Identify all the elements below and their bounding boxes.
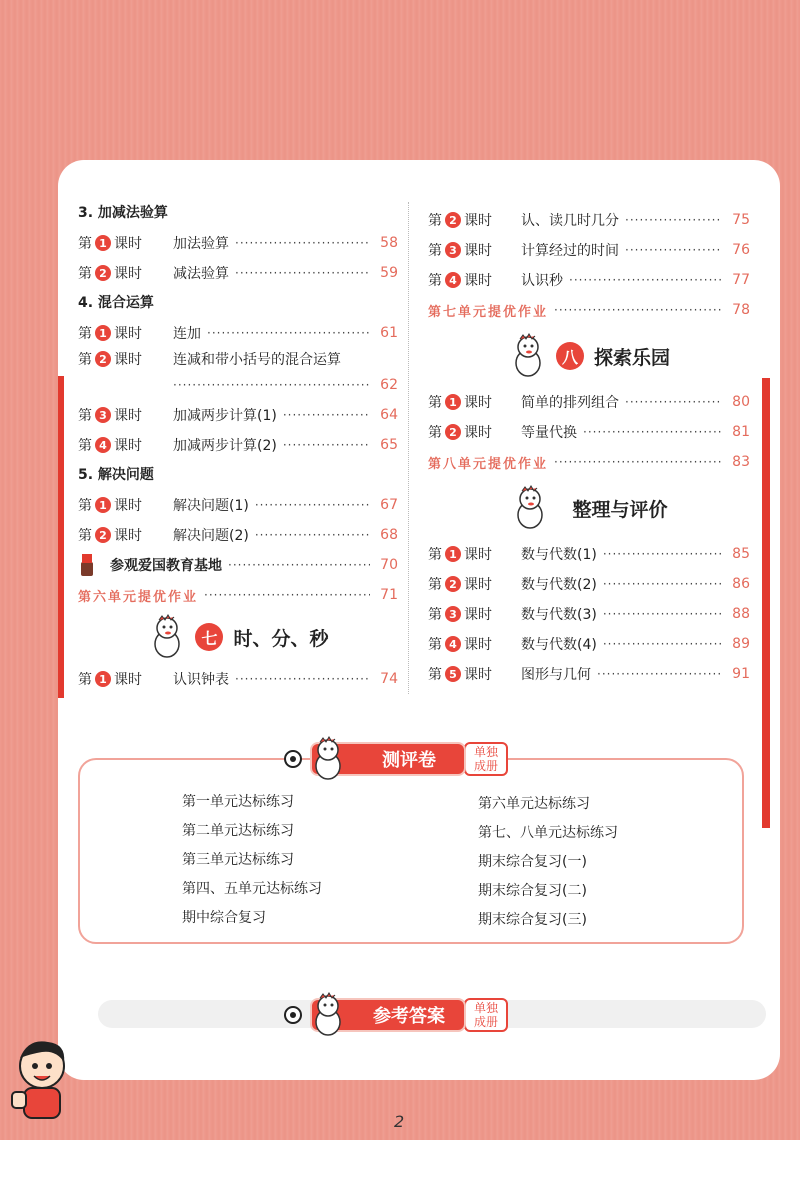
leader-dots: [255, 498, 370, 512]
leader-dots: [255, 528, 370, 542]
toc-entry[interactable]: 第 4 课时 加减两步计算(2) ····· 65: [78, 430, 398, 460]
entry-title: 加法验算: [173, 236, 229, 252]
leader-dots: [597, 667, 722, 681]
tests-right-list: [478, 792, 618, 937]
page-ref: 76: [732, 242, 750, 258]
test-item[interactable]: 第三单元达标练习: [182, 852, 294, 868]
toc-right-column: [428, 205, 750, 689]
lesson-number-badge: 4: [445, 636, 461, 652]
leader-dots: [554, 303, 722, 317]
entry-title: 数与代数(1): [521, 547, 597, 563]
test-item[interactable]: 第一单元达标练习: [182, 794, 294, 810]
lesson-number-badge: 1: [445, 546, 461, 562]
entry-title: 简单的排列组合: [521, 395, 619, 411]
page-ref: 64: [380, 407, 398, 423]
toc-entry[interactable]: 第 1 课时 解决问题(1) ····· 67: [78, 490, 398, 520]
lesson-number-badge: 3: [95, 407, 111, 423]
leader-dots: [283, 408, 370, 422]
page-ref: 61: [380, 325, 398, 341]
lesson-number-badge: 2: [95, 265, 111, 281]
leader-dots: [173, 378, 370, 392]
left-red-strip: [58, 376, 64, 698]
toc-entry[interactable]: 第 1 课时 连加 ····· 61: [78, 318, 398, 348]
page-ref: 58: [380, 235, 398, 251]
leader-dots: [235, 236, 370, 250]
lesson-number-badge: 2: [445, 424, 461, 440]
toc-entry[interactable]: 第 2 课时 数与代数(2) ····· 86: [428, 569, 750, 599]
page-ref: 85: [732, 546, 750, 562]
leader-dots: [625, 243, 722, 257]
page-ref: 59: [380, 265, 398, 281]
bottom-margin: [0, 1140, 800, 1177]
entry-title: 数与代数(4): [521, 637, 597, 653]
cartoon-boy-thumbs-up-icon: [8, 1036, 74, 1122]
page-ref: 65: [380, 437, 398, 453]
toc-entry[interactable]: 第 1 课时 加法验算 ····· 58: [78, 228, 398, 258]
entry-title: 数与代数(3): [521, 607, 597, 623]
leader-dots: [283, 438, 370, 452]
entry-title: 数与代数(2): [521, 577, 597, 593]
unit-title: 探索乐园: [593, 346, 670, 369]
unit-heading: [78, 610, 398, 664]
toc-entry-promo[interactable]: [428, 447, 750, 477]
toc-entry[interactable]: 第 2 课时 解决问题(2) ····· 68: [78, 520, 398, 550]
unit-heading: [428, 325, 750, 387]
toc-entry[interactable]: 第 3 课时 加减两步计算(1) ····· 64: [78, 400, 398, 430]
lesson-number-badge: 3: [445, 242, 461, 258]
tests-left-list: [182, 790, 322, 935]
page-ref: 91: [732, 666, 750, 682]
toc-entry[interactable]: 第 3 课时 数与代数(3) ····· 88: [428, 599, 750, 629]
page-ref: 75: [732, 212, 750, 228]
page-ref: 70: [380, 557, 398, 573]
lesson-number-badge: 2: [95, 527, 111, 543]
leader-dots: [204, 588, 370, 602]
unit-title: 时、分、秒: [233, 627, 329, 650]
toc-entry[interactable]: 第 5 课时 图形与几何 ····· 91: [428, 659, 750, 689]
toc-entry[interactable]: 第 4 课时 数与代数(4) ····· 89: [428, 629, 750, 659]
entry-title: 减法验算: [173, 266, 229, 282]
section-heading: 5. 解决问题: [78, 467, 154, 483]
leader-dots: [603, 577, 722, 591]
entry-title: 第八单元提优作业: [428, 456, 549, 472]
lesson-number-badge: 4: [95, 437, 111, 453]
entry-title: 第七单元提优作业: [428, 304, 549, 320]
tests-banner-label: 测评卷: [310, 742, 466, 776]
page-ref: 81: [732, 424, 750, 440]
toc-entry[interactable]: 第 4 课时 认识秒 ····· 77: [428, 265, 750, 295]
column-divider: [408, 202, 409, 694]
toc-entry-continuation[interactable]: [78, 370, 398, 400]
entry-title: 认识秒: [521, 273, 563, 289]
entry-title: 解决问题(2): [173, 528, 249, 544]
entry-title: 图形与几何: [521, 667, 591, 683]
leader-dots: [235, 266, 370, 280]
dinosaur-mascot-icon: [510, 485, 554, 531]
toc-entry-promo[interactable]: [428, 295, 750, 325]
answers-banner: [284, 992, 508, 1038]
dinosaur-mascot-icon: [508, 333, 552, 379]
toc-entry[interactable]: 第 1 课时 简单的排列组合 ····· 80: [428, 387, 750, 417]
lesson-number-badge: 2: [445, 212, 461, 228]
page-ref: 74: [380, 671, 398, 687]
answers-banner-label: 参考答案: [310, 998, 466, 1032]
page-ref: 89: [732, 636, 750, 652]
unit-number-badge: 八: [556, 342, 584, 370]
leader-dots: [228, 558, 370, 572]
test-item[interactable]: 期末综合复习(一): [478, 854, 587, 870]
test-item[interactable]: 第七、八单元达标练习: [478, 825, 618, 841]
lesson-number-badge: 2: [95, 351, 111, 367]
lesson-number-badge: 1: [95, 671, 111, 687]
entry-title: 连减和带小括号的混合运算: [173, 352, 341, 368]
page-ref: 62: [380, 377, 398, 393]
tests-box: [78, 758, 744, 944]
test-item[interactable]: 期末综合复习(二): [478, 883, 587, 899]
unit-title: 整理与评价: [572, 498, 668, 521]
leader-dots: [603, 637, 722, 651]
section-heading: 4. 混合运算: [78, 295, 154, 311]
leader-dots: [603, 607, 722, 621]
page-ref: 88: [732, 606, 750, 622]
toc-entry[interactable]: 第 2 课时 等量代换 ····· 81: [428, 417, 750, 447]
dinosaur-mascot-icon: [147, 614, 191, 660]
page-ref: 67: [380, 497, 398, 513]
entry-title: 认、读几时几分: [521, 213, 619, 229]
test-item[interactable]: 期中综合复习: [182, 910, 266, 926]
lesson-number-badge: 3: [445, 606, 461, 622]
toc-entry[interactable]: 第 2 课时 减法验算 ····· 59: [78, 258, 398, 288]
lesson-number-badge: 1: [445, 394, 461, 410]
section-heading: 3. 加减法验算: [78, 205, 168, 221]
page-ref: 77: [732, 272, 750, 288]
test-item[interactable]: 第六单元达标练习: [478, 796, 590, 812]
toc-entry-special[interactable]: [78, 550, 398, 580]
soccer-ball-icon: [284, 1006, 302, 1024]
dinosaur-mascot-icon: [306, 736, 350, 782]
dinosaur-mascot-icon: [306, 992, 350, 1038]
page-ref: 80: [732, 394, 750, 410]
lesson-number-badge: 1: [95, 235, 111, 251]
right-red-strip: [762, 378, 770, 828]
leader-dots: [207, 326, 370, 340]
toc-left-column: [78, 198, 398, 694]
flag-icon: [78, 554, 96, 576]
entry-title: 加减两步计算(2): [173, 438, 277, 454]
page-ref: 86: [732, 576, 750, 592]
leader-dots: [554, 455, 722, 469]
toc-entry[interactable]: 第 2 课时 连减和带小括号的混合运算: [78, 348, 398, 370]
leader-dots: [625, 395, 722, 409]
separate-volume-tag: 单独成册: [464, 742, 508, 776]
leader-dots: [569, 273, 722, 287]
entry-title: 加减两步计算(1): [173, 408, 277, 424]
leader-dots: [235, 672, 370, 686]
test-item[interactable]: 第二单元达标练习: [182, 823, 294, 839]
leader-dots: [625, 213, 722, 227]
entry-title: 等量代换: [521, 425, 577, 441]
toc-entry[interactable]: 第 3 课时 计算经过的时间 ····· 76: [428, 235, 750, 265]
soccer-ball-icon: [284, 750, 302, 768]
entry-title: 认识钟表: [173, 672, 229, 688]
lesson-number-badge: 4: [445, 272, 461, 288]
leader-dots: [603, 547, 722, 561]
lesson-number-badge: 2: [445, 576, 461, 592]
unit-number-badge: 七: [195, 623, 223, 651]
page-ref: 83: [732, 454, 750, 470]
separate-volume-tag: 单独成册: [464, 998, 508, 1032]
toc-entry[interactable]: 第 2 课时 认、读几时几分 ····· 75: [428, 205, 750, 235]
lesson-number-badge: 5: [445, 666, 461, 682]
leader-dots: [583, 425, 722, 439]
page-ref: 68: [380, 527, 398, 543]
page-ref: 78: [732, 302, 750, 318]
page-ref: 71: [380, 587, 398, 603]
page-number: 2: [394, 1112, 405, 1131]
toc-entry-promo[interactable]: [78, 580, 398, 610]
entry-title: 参观爱国教育基地: [110, 558, 222, 574]
lesson-number-badge: 1: [95, 497, 111, 513]
lesson-number-badge: 1: [95, 325, 111, 341]
tests-banner: [284, 736, 508, 782]
entry-title: 解决问题(1): [173, 498, 249, 514]
test-item[interactable]: 期末综合复习(三): [478, 912, 587, 928]
toc-entry[interactable]: 第 1 课时 数与代数(1) ····· 85: [428, 539, 750, 569]
test-item[interactable]: 第四、五单元达标练习: [182, 881, 322, 897]
unit-heading: [428, 477, 750, 539]
entry-title: 第六单元提优作业: [78, 589, 199, 605]
entry-title: 计算经过的时间: [521, 243, 619, 259]
toc-entry[interactable]: 第 1 课时 认识钟表 ····· 74: [78, 664, 398, 694]
entry-title: 连加: [173, 326, 201, 342]
